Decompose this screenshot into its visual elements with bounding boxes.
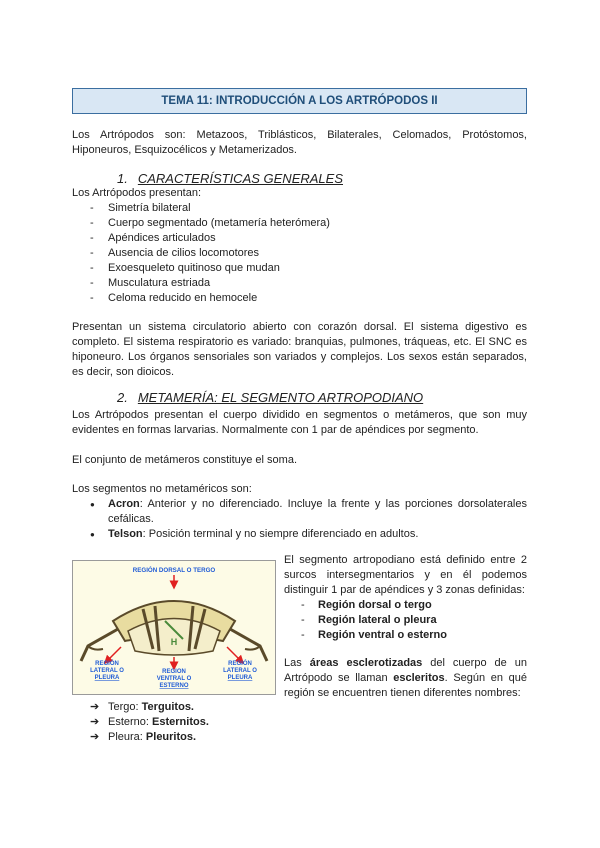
page-title: TEMA 11: INTRODUCCIÓN A LOS ARTRÓPODOS II — [72, 88, 527, 114]
text-run: . Según en qué región se encuentren tienen diferentes nombres: — [284, 672, 527, 699]
label-lateral-left-2: LATERAL O — [90, 668, 124, 674]
text-run: del cuerpo de un Artrópodo se llaman — [284, 657, 527, 684]
list-item: - Cuerpo segmentado (metamería heterómera) — [72, 216, 330, 231]
bold-term: áreas esclerotizadas — [309, 657, 423, 669]
term: Acron — [108, 498, 140, 510]
list-item: - Exoesqueleto quitinoso que mudan — [72, 261, 330, 276]
list-item: - Simetría bilateral — [72, 201, 330, 216]
label-ventral-1: REGION — [162, 669, 186, 675]
section-title: CARACTERÍSTICAS GENERALES — [137, 171, 343, 186]
list-item: - Ausencia de cilios locomotores — [72, 246, 330, 261]
section-number: 1. — [117, 171, 128, 186]
sclerite-name: Terguitos. — [141, 701, 194, 713]
sclerites-list — [72, 700, 209, 745]
nonmetameric-lead: Los segmentos no metaméricos son: — [72, 483, 252, 495]
right-leg-joint — [245, 646, 260, 650]
label-lateral-right-2: LATERAL O — [223, 668, 257, 674]
section-1-lead: Los Artrópodos presentan: — [72, 187, 202, 199]
segment-diagram-illustration — [73, 561, 275, 694]
section-2-heading — [117, 390, 423, 406]
soma-paragraph: El conjunto de metámeros constituye el soma. — [72, 454, 298, 466]
label-lateral-right-3: PLEURA — [227, 675, 253, 681]
list-item — [72, 497, 527, 527]
label-ventral-3: ESTERNO — [159, 683, 189, 689]
term: Telson — [108, 528, 143, 540]
nonmetameric-list — [72, 497, 527, 542]
list-item: - Apéndices articulados — [72, 231, 330, 246]
sclerites-paragraph — [284, 656, 527, 701]
zones-list — [284, 598, 447, 643]
text-run: Las — [284, 657, 310, 669]
arrow-lateral-right — [227, 647, 241, 661]
label-lateral-left-3: PLEURA — [94, 675, 120, 681]
term-description: : Anterior y no diferenciado. Incluye la frente y las porciones dorsolaterales cefálicas. — [108, 498, 527, 525]
list-item: - Región ventral o esterno — [284, 628, 447, 643]
sclerite-label: Esterno: — [108, 716, 153, 728]
label-lateral-left-1: REGIÓN — [95, 661, 119, 667]
label-ventral-2: VENTRAL O — [156, 676, 192, 682]
bold-term: escleritos — [393, 672, 445, 684]
section-1-heading — [117, 171, 343, 187]
segment-paragraph: El segmento artropodiano está definido entre 2 surcos intersegmentarios y en él podemos distinguir 1 par de apéndices y 3 zonas definidas: — [284, 554, 527, 596]
label-lateral-right-1: REGIÓN — [228, 661, 252, 667]
list-item: - Musculatura estriada — [72, 276, 330, 291]
sclerite-label: Pleura: — [108, 731, 146, 743]
left-leg-joint — [88, 646, 103, 650]
section-1-paragraph: Presentan un sistema circulatorio abierto con corazón dorsal. El sistema digestivo es completo. El sistema respiratorio es variado: branquias, pulmones, tráqueas, etc. El SNC es hiponeuro. Los órganos sensoriales son variados y complejos. Los sexos están separados, es decir, son dioicos. — [72, 321, 527, 378]
list-item: - Región dorsal o tergo — [284, 598, 447, 613]
term-description: : Posición terminal y no siempre diferenciado en adultos. — [142, 528, 419, 540]
section-title: METAMERÍA: EL SEGMENTO ARTROPODIANO — [137, 390, 424, 405]
intro-paragraph: Los Artrópodos son: Metazoos, Triblásticos, Bilaterales, Celomados, Protóstomos, Hiponeuros, Esquizocélicos y Metamerizados. — [72, 129, 527, 156]
arrow-lateral-left — [107, 647, 121, 661]
list-item: - Celoma reducido en hemocele — [72, 291, 330, 306]
sclerite-label: Tergo: — [108, 701, 142, 713]
list-item — [72, 730, 209, 745]
label-dorsal: REGIÓN DORSAL O TERGO — [132, 567, 216, 574]
list-item: - Región lateral o pleura — [284, 613, 447, 628]
muscle-glyph: H — [170, 637, 178, 647]
list-item — [72, 715, 209, 730]
segment-diagram — [72, 560, 276, 695]
sclerite-name: Pleuritos. — [145, 731, 197, 743]
metameria-paragraph: Los Artrópodos presentan el cuerpo dividido en segmentos o metámeros, que son muy evidentes en formas larvarias. Normalmente con 1 par de apéndices por segmento. — [72, 409, 527, 436]
characteristics-list — [72, 201, 330, 306]
list-item — [72, 527, 527, 542]
section-number: 2. — [117, 390, 128, 405]
list-item — [72, 700, 209, 715]
sclerite-name: Esternitos. — [152, 716, 209, 728]
